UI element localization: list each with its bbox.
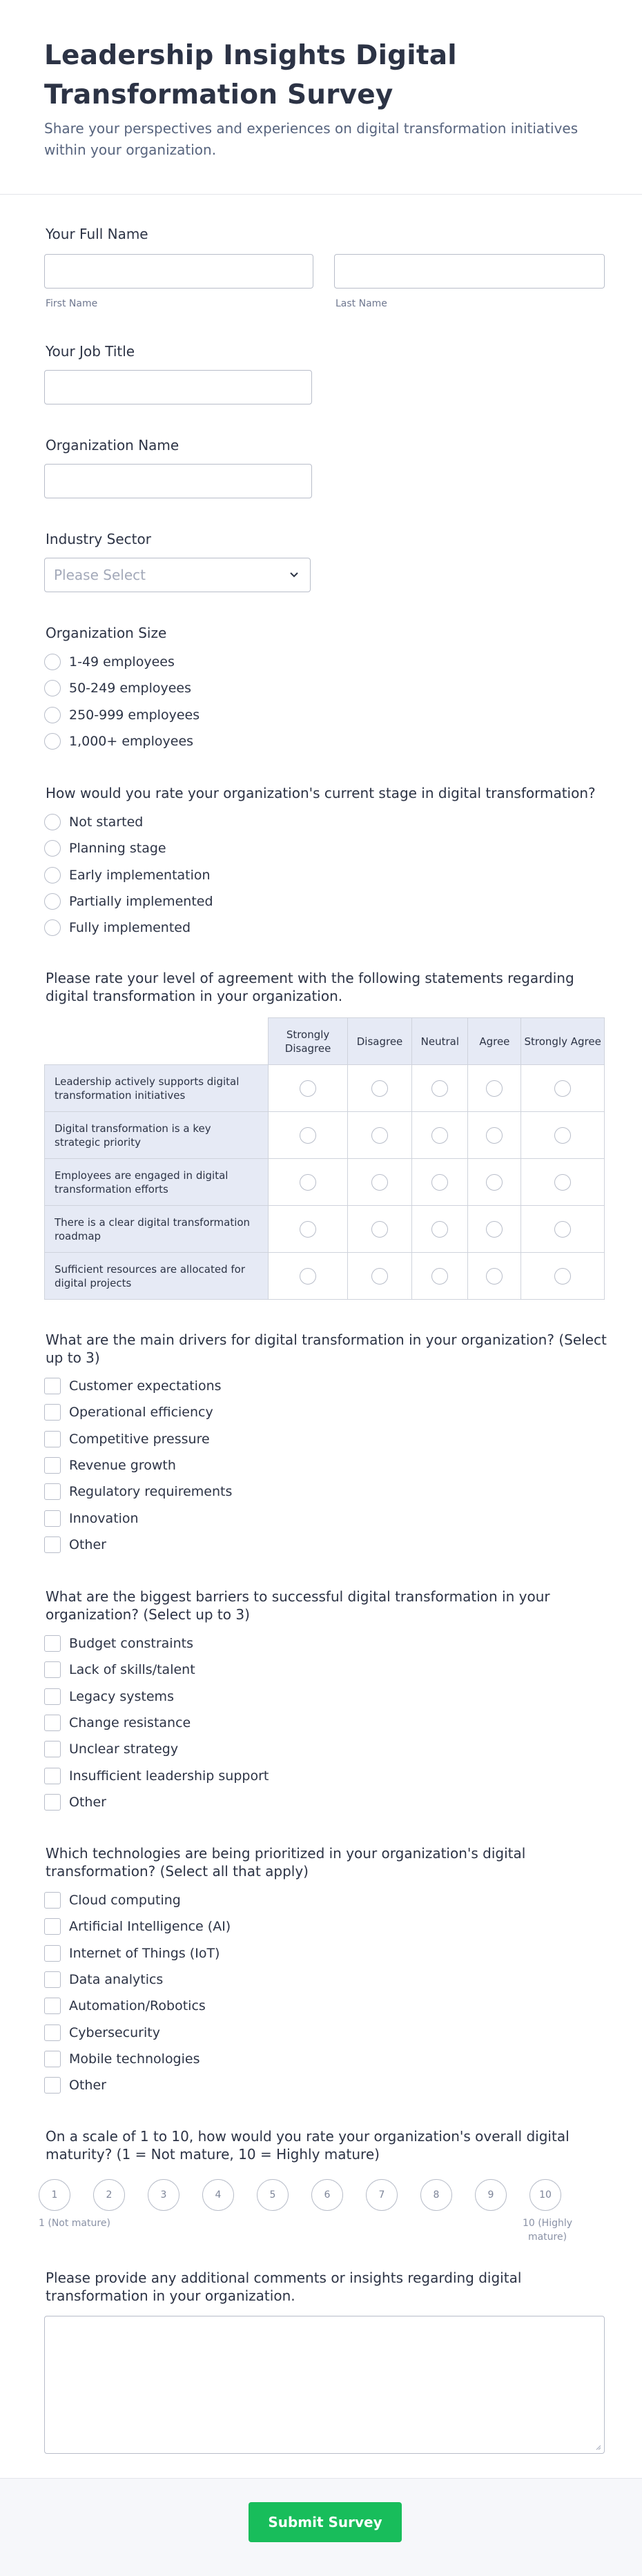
checkbox-option[interactable]: Data analytics xyxy=(44,1967,231,1993)
checkbox[interactable] xyxy=(44,1457,61,1474)
radio-button[interactable] xyxy=(44,680,61,696)
matrix-cell[interactable] xyxy=(412,1065,468,1112)
radio-button[interactable] xyxy=(44,707,61,723)
radio-button[interactable] xyxy=(486,1127,503,1144)
matrix-cell[interactable] xyxy=(521,1206,605,1253)
drivers-label: What are the main drivers for digital transformation in your organization? (Select up to 3) xyxy=(46,1331,607,1366)
technologies-options xyxy=(44,1887,231,2098)
radio-button[interactable] xyxy=(300,1268,316,1285)
checkbox-option[interactable]: Budget constraints xyxy=(44,1630,269,1657)
checkbox[interactable] xyxy=(44,1378,61,1394)
matrix-cell[interactable] xyxy=(521,1112,605,1159)
scale-option[interactable]: 4 xyxy=(202,2179,234,2211)
matrix-cell[interactable] xyxy=(269,1112,347,1159)
radio-button[interactable] xyxy=(554,1268,571,1285)
radio-button[interactable] xyxy=(371,1268,388,1285)
checkbox-option[interactable]: Other xyxy=(44,1789,269,1815)
last-name-sublabel: Last Name xyxy=(335,298,387,309)
matrix-row xyxy=(45,1253,605,1300)
scale-max-label: 10 (Highly mature) xyxy=(522,2218,573,2243)
matrix-cell[interactable] xyxy=(412,1253,468,1300)
matrix-cell[interactable] xyxy=(468,1253,521,1300)
matrix-corner xyxy=(45,1018,269,1065)
scale-option[interactable]: 8 xyxy=(420,2179,452,2211)
checkbox-option[interactable]: Other xyxy=(44,2072,231,2098)
organization-size-label: Organization Size xyxy=(46,625,167,641)
checkbox[interactable] xyxy=(44,1918,61,1935)
submit-button[interactable]: Submit Survey xyxy=(249,2502,402,2542)
radio-button[interactable] xyxy=(554,1080,571,1097)
matrix-cell[interactable] xyxy=(468,1206,521,1253)
radio-button[interactable] xyxy=(44,733,61,750)
checkbox[interactable] xyxy=(44,1404,61,1421)
checkbox[interactable] xyxy=(44,1431,61,1447)
radio-button[interactable] xyxy=(554,1127,571,1144)
matrix-row-label: Employees are engaged in digital transformation efforts xyxy=(45,1159,269,1206)
radio-button[interactable] xyxy=(44,867,61,884)
checkbox[interactable] xyxy=(44,1483,61,1500)
radio-option[interactable]: 250-999 employees xyxy=(44,702,200,728)
checkbox[interactable] xyxy=(44,1741,61,1757)
scale-option[interactable]: 1 xyxy=(39,2179,70,2211)
radio-button[interactable] xyxy=(486,1221,503,1238)
matrix-cell[interactable] xyxy=(347,1065,412,1112)
checkbox[interactable] xyxy=(44,2077,61,2094)
matrix-cell[interactable] xyxy=(347,1112,412,1159)
checkbox-option[interactable]: Artificial Intelligence (AI) xyxy=(44,1913,231,1940)
matrix-cell[interactable] xyxy=(269,1206,347,1253)
matrix-cell[interactable] xyxy=(521,1253,605,1300)
checkbox-option[interactable]: Insufficient leadership support xyxy=(44,1762,269,1788)
matrix-row xyxy=(45,1159,605,1206)
checkbox[interactable] xyxy=(44,1971,61,1988)
radio-button[interactable] xyxy=(44,654,61,670)
checkbox-option[interactable]: Lack of skills/talent xyxy=(44,1657,269,1683)
job-title-label: Your Job Title xyxy=(46,343,135,360)
radio-option[interactable]: 50-249 employees xyxy=(44,675,200,701)
barriers-label: What are the biggest barriers to successful digital transformation in your organization? (Select up to 3) xyxy=(46,1588,550,1623)
organization-name-label: Organization Name xyxy=(46,437,179,453)
checkbox-option[interactable]: Revenue growth xyxy=(44,1452,232,1479)
matrix-row xyxy=(45,1065,605,1112)
matrix-cell[interactable] xyxy=(521,1065,605,1112)
comments-textarea[interactable] xyxy=(44,2316,605,2454)
organization-name-input[interactable] xyxy=(44,464,312,498)
checkbox-option[interactable]: Customer expectations xyxy=(44,1373,232,1399)
checkbox[interactable] xyxy=(44,2024,61,2041)
radio-button[interactable] xyxy=(431,1268,448,1285)
matrix-row-label: Digital transformation is a key strategic priority xyxy=(45,1112,269,1159)
agreement-matrix xyxy=(44,1017,605,1300)
matrix-row xyxy=(45,1206,605,1253)
checkbox[interactable] xyxy=(44,1892,61,1909)
checkbox-option[interactable]: Mobile technologies xyxy=(44,2046,231,2072)
radio-button[interactable] xyxy=(431,1127,448,1144)
full-name-label: Your Full Name xyxy=(46,226,148,242)
radio-button[interactable] xyxy=(486,1174,503,1191)
matrix-column-header: Strongly Agree xyxy=(521,1018,605,1065)
radio-option[interactable]: Early implementation xyxy=(44,862,213,888)
checkbox[interactable] xyxy=(44,1635,61,1652)
scale-option[interactable]: 9 xyxy=(475,2179,507,2211)
matrix-row-label: Leadership actively supports digital transformation initiatives xyxy=(45,1065,269,1112)
scale-option[interactable]: 6 xyxy=(311,2179,343,2211)
checkbox-option[interactable]: Competitive pressure xyxy=(44,1426,232,1452)
radio-button[interactable] xyxy=(554,1174,571,1191)
first-name-input[interactable] xyxy=(44,254,313,289)
form-description: Share your perspectives and experiences on digital transformation initiatives within your organization. xyxy=(44,120,578,158)
checkbox-option[interactable]: Regulatory requirements xyxy=(44,1479,232,1505)
scale-option[interactable]: 2 xyxy=(93,2179,125,2211)
scale-option[interactable]: 5 xyxy=(257,2179,289,2211)
checkbox[interactable] xyxy=(44,1768,61,1784)
matrix-row-label: There is a clear digital transformation roadmap xyxy=(45,1206,269,1253)
radio-button[interactable] xyxy=(371,1174,388,1191)
checkbox-option[interactable]: Internet of Things (IoT) xyxy=(44,1940,231,1967)
maturity-label: On a scale of 1 to 10, how would you rate your organization's overall digital maturity? (1 = Not mature, 10 = Highly mature) xyxy=(46,2128,570,2163)
agreement-label: Please rate your level of agreement with the following statements regarding digital transformation in your organization. xyxy=(46,970,574,1004)
radio-button[interactable] xyxy=(431,1080,448,1097)
radio-button[interactable] xyxy=(44,814,61,830)
checkbox[interactable] xyxy=(44,1715,61,1731)
radio-option[interactable]: Fully implemented xyxy=(44,915,213,941)
radio-button[interactable] xyxy=(371,1127,388,1144)
checkbox-option[interactable]: Automation/Robotics xyxy=(44,1993,231,2019)
industry-label: Industry Sector xyxy=(46,531,151,547)
matrix-cell[interactable] xyxy=(347,1159,412,1206)
checkbox[interactable] xyxy=(44,2051,61,2067)
matrix-cell[interactable] xyxy=(468,1065,521,1112)
matrix-column-header: Disagree xyxy=(347,1018,412,1065)
checkbox-option[interactable]: Other xyxy=(44,1532,232,1558)
matrix-cell[interactable] xyxy=(412,1206,468,1253)
matrix-column-header: Neutral xyxy=(412,1018,468,1065)
radio-button[interactable] xyxy=(300,1174,316,1191)
matrix-cell[interactable] xyxy=(269,1253,347,1300)
checkbox[interactable] xyxy=(44,1510,61,1527)
scale-option[interactable]: 7 xyxy=(366,2179,398,2211)
last-name-input[interactable] xyxy=(334,254,605,289)
radio-button[interactable] xyxy=(300,1127,316,1144)
checkbox-option[interactable]: Innovation xyxy=(44,1505,232,1531)
drivers-options xyxy=(44,1373,232,1558)
radio-button[interactable] xyxy=(44,840,61,857)
radio-option[interactable]: Not started xyxy=(44,809,213,835)
matrix-cell[interactable] xyxy=(412,1159,468,1206)
radio-button[interactable] xyxy=(300,1221,316,1238)
checkbox[interactable] xyxy=(44,1688,61,1705)
radio-button[interactable] xyxy=(554,1221,571,1238)
checkbox[interactable] xyxy=(44,1536,61,1553)
checkbox-option[interactable]: Unclear strategy xyxy=(44,1736,269,1762)
stage-label: How would you rate your organization's current stage in digital transformation? xyxy=(46,785,596,801)
radio-button[interactable] xyxy=(371,1080,388,1097)
barriers-options xyxy=(44,1630,269,1815)
form-title: Leadership Insights Digital Transformation Survey xyxy=(44,40,457,110)
radio-button[interactable] xyxy=(431,1174,448,1191)
matrix-cell[interactable] xyxy=(468,1112,521,1159)
matrix-cell[interactable] xyxy=(412,1112,468,1159)
checkbox-option[interactable]: Cybersecurity xyxy=(44,2019,231,2045)
matrix-row-label: Sufficient resources are allocated for digital projects xyxy=(45,1253,269,1300)
radio-button[interactable] xyxy=(431,1221,448,1238)
radio-button[interactable] xyxy=(486,1080,503,1097)
scale-min-label: 1 (Not mature) xyxy=(39,2218,110,2229)
form-header xyxy=(0,0,642,195)
first-name-sublabel: First Name xyxy=(46,298,98,309)
stage-options xyxy=(44,809,213,941)
chevron-down-icon xyxy=(287,567,301,581)
radio-button[interactable] xyxy=(486,1268,503,1285)
radio-button[interactable] xyxy=(300,1080,316,1097)
job-title-input[interactable] xyxy=(44,370,312,404)
checkbox[interactable] xyxy=(44,1945,61,1962)
radio-button[interactable] xyxy=(371,1221,388,1238)
matrix-cell[interactable] xyxy=(269,1159,347,1206)
scale-option[interactable]: 10 xyxy=(529,2179,561,2211)
form-footer xyxy=(0,2478,642,2576)
radio-option[interactable]: Planning stage xyxy=(44,835,213,861)
radio-button[interactable] xyxy=(44,919,61,936)
checkbox[interactable] xyxy=(44,1794,61,1811)
matrix-cell[interactable] xyxy=(521,1159,605,1206)
matrix-row xyxy=(45,1112,605,1159)
radio-button[interactable] xyxy=(44,893,61,910)
matrix-cell[interactable] xyxy=(468,1159,521,1206)
checkbox-option[interactable]: Operational efficiency xyxy=(44,1399,232,1425)
radio-option[interactable]: Partially implemented xyxy=(44,888,213,915)
resize-grip-icon[interactable] xyxy=(594,2443,601,2450)
scale-option[interactable]: 3 xyxy=(148,2179,179,2211)
matrix-column-header: Agree xyxy=(468,1018,521,1065)
checkbox-option[interactable]: Cloud computing xyxy=(44,1887,231,1913)
checkbox-option[interactable]: Change resistance xyxy=(44,1710,269,1736)
comments-label: Please provide any additional comments or insights regarding digital transformation in your organization. xyxy=(46,2270,522,2304)
radio-option[interactable]: 1-49 employees xyxy=(44,649,200,675)
matrix-cell[interactable] xyxy=(269,1065,347,1112)
matrix-cell[interactable] xyxy=(347,1206,412,1253)
checkbox[interactable] xyxy=(44,1998,61,2014)
organization-size-options xyxy=(44,649,200,754)
matrix-column-header: Strongly Disagree xyxy=(269,1018,347,1065)
checkbox-option[interactable]: Legacy systems xyxy=(44,1684,269,1710)
industry-select[interactable] xyxy=(44,558,311,592)
radio-option[interactable]: 1,000+ employees xyxy=(44,728,200,754)
technologies-label: Which technologies are being prioritized in your organization's digital transformation? (Select all that apply) xyxy=(46,1845,526,1880)
matrix-cell[interactable] xyxy=(347,1253,412,1300)
checkbox[interactable] xyxy=(44,1661,61,1678)
industry-placeholder: Please Select xyxy=(54,567,146,583)
